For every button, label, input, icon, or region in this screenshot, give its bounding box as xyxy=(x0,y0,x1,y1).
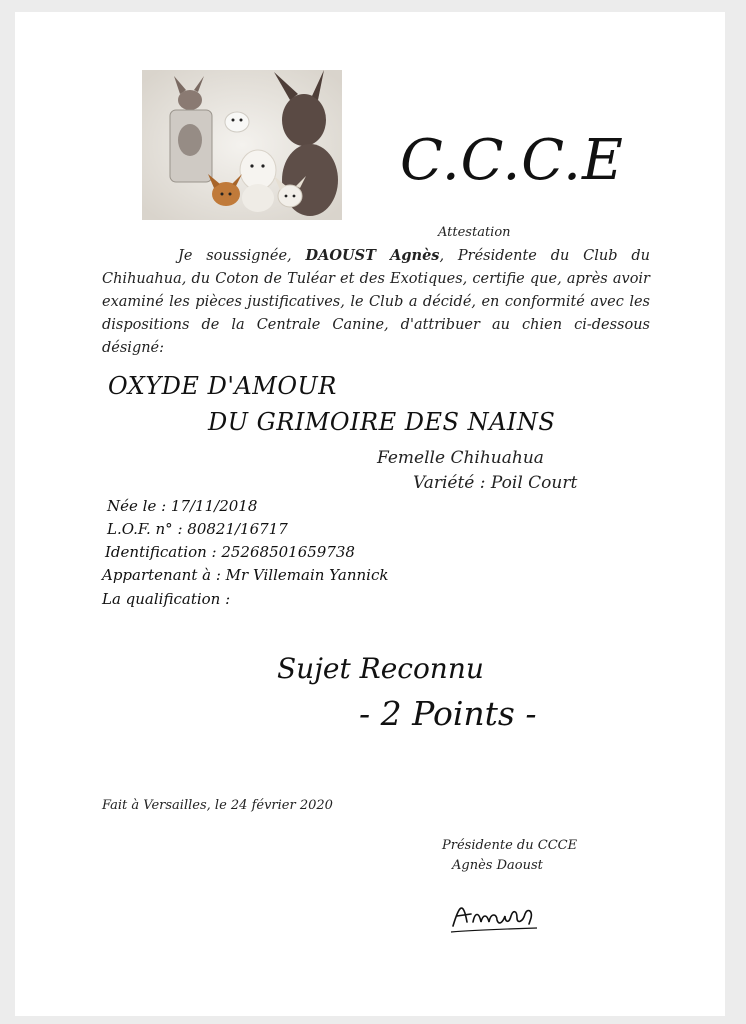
sex-breed: Femelle Chihuahua xyxy=(377,448,544,468)
intro-after-name: , Présidente du Club du Chihuahua, du Coton de Tuléar et des Exotiques, certifie que, après avoir examiné les pièces justificatives, le Club a décidé, en conformité avec les dispositions de la Centrale Canine, d'attribuer au chien ci-dessous désigné: xyxy=(102,248,650,356)
attestation-heading: Attestation xyxy=(438,225,511,240)
identification: Identification : 25268501659738 xyxy=(105,543,355,561)
signer-name: DAOUST Agnès xyxy=(305,247,440,264)
signature xyxy=(445,892,555,937)
lof-number: L.O.F. n° : 80821/16717 xyxy=(107,520,288,538)
place-date: Fait à Versailles, le 24 février 2020 xyxy=(102,798,333,813)
dog-name-line2: DU GRIMOIRE DES NAINS xyxy=(208,408,556,436)
owner: Appartenant à : Mr Villemain Yannick xyxy=(102,566,389,584)
intro-paragraph xyxy=(102,244,650,360)
qualification-points: - 2 Points - xyxy=(359,694,537,733)
signatory-title: Présidente du CCCE xyxy=(442,838,578,853)
dogs-photo xyxy=(142,70,342,220)
qualification-label: La qualification : xyxy=(102,590,231,608)
variety: Variété : Poil Court xyxy=(413,473,578,493)
club-title: C.C.C.E xyxy=(400,128,624,193)
birth-date: Née le : 17/11/2018 xyxy=(107,497,258,515)
intro-before-name: Je soussignée, xyxy=(178,248,306,264)
qualification-result: Sujet Reconnu xyxy=(277,652,484,685)
dog-name-line1: OXYDE D'AMOUR xyxy=(108,372,337,400)
signatory-name: Agnès Daoust xyxy=(452,858,543,873)
certificate-page xyxy=(15,12,725,1016)
